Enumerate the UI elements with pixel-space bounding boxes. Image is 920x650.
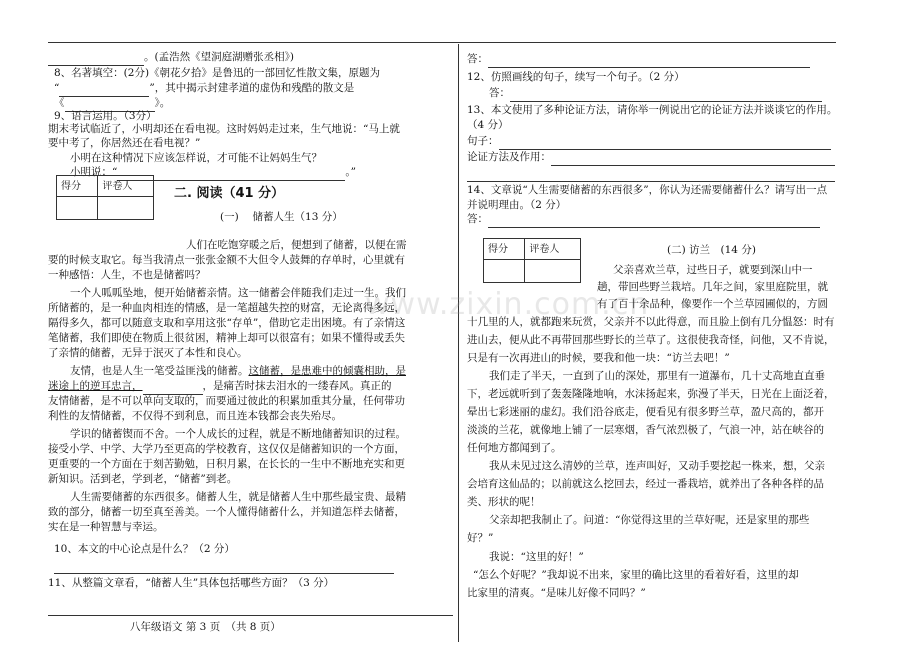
paragraph-line: 一种感悟：人生，不也是储蓄吗？ — [48, 269, 206, 281]
paragraph-line: 任何地方都闻到了。 — [467, 442, 562, 454]
paragraph-line: 有了百十余品种，像要作一个兰草园圃似的，方圆 — [597, 298, 828, 310]
paragraph-line: 利性的友情储蓄，不仅得不到利息，而且连本钱都会丧失殆尽。 — [48, 410, 342, 422]
method-answer: 论证方法及作用： — [467, 150, 835, 166]
underlined-sentence: 迷途上的逆耳忠言， — [48, 380, 143, 392]
paragraph-line: 接受小学、中学、大学乃至更高的学校教育，这仅仅是储蓄知识的一个方面， — [48, 443, 405, 455]
section-title: 二. 阅读（41 分） — [174, 186, 285, 201]
question-14: 14、文章说“人生需要储蓄的东西很多”，你认为还需要储蓄什么？请写出一点 — [467, 184, 828, 196]
paragraph-line: 趟，带回些野兰栽培。几年之间，家里庭院里，就 — [597, 281, 828, 293]
question-12: 12、仿照画线的句子，续写一个句子。（2 分） — [467, 71, 685, 83]
score-box — [483, 238, 581, 283]
grader-cell[interactable] — [525, 260, 581, 283]
paragraph-line: 我们走了半天，一直到了山的深处，那里有一道瀑布，几十丈高地直直垂 — [489, 370, 825, 382]
question-9-prompt: 小明在这种情况下应该怎样说，才可能不让妈妈生气？ — [70, 152, 322, 164]
paragraph-line: 下，老远就听到了轰轰隆隆地响，水沫扬起来，弥漫了半天，日光在上面泛着， — [467, 388, 835, 400]
answer-blank[interactable] — [488, 227, 820, 228]
question-11: 11、从整篇文章看，“储蓄人生”具体包括哪些方面？（3 分） — [48, 577, 335, 589]
right-column — [467, 0, 837, 650]
paragraph-line: 所储蓄的，是一种血肉相连的情感，是一笔超越失控的财富，无论离得多远， — [48, 302, 405, 314]
paragraph-line: 类、形状的呢！ — [467, 496, 541, 508]
paragraph-line: 十几里的人，就都跑来玩赏，父亲并不以此得意，而且脸上倒有几分愠怒：时有 — [467, 316, 835, 328]
paragraph-line: 一个人呱呱坠地，便开始储蓄亲情。这一储蓄会伴随我们走过一生。我们 — [70, 287, 406, 299]
paragraph-line: 致的部分，储蓄一切至真至善美。一个人懂得储蓄什么，并知道怎样去储蓄， — [48, 506, 405, 518]
paragraph-line: 友情储蓄，是不可以单向支取的，而要通过彼此的积累加重其分量，任何带功 — [48, 395, 405, 407]
paragraph-line: 友情，也是人生一笔受益匪浅的储蓄。这储蓄，是患难中的倾囊相助，是 — [70, 365, 406, 377]
paragraph-line: 晕出七彩迷丽的虚幻。我们沿谷底走，便看见有很多野兰草，盈尺高的，都开 — [467, 406, 824, 418]
passage-2-title: (二) 访兰 (14 分) — [667, 244, 756, 256]
passage-1-title: (一) 储蓄人生（13 分） — [220, 211, 343, 223]
paragraph-line: 实在是一种智慧与幸运。 — [48, 521, 164, 533]
score-cell[interactable] — [57, 197, 98, 220]
paragraph-line: 我从未见过这么清妙的兰草，连声叫好，又动手要挖起一株来，想，父亲 — [489, 460, 825, 472]
paragraph-line: 进山去，便从此不再带回那些野长的兰草了。这很使我奇怪，问他，又不肯说， — [467, 334, 835, 346]
column-divider — [458, 44, 459, 642]
paragraph-line: 迷途上的逆耳忠言， ，是痛苦时抹去泪水的一缕春风。真正的 — [48, 379, 392, 395]
poem-source-line: 。(孟浩然《望洞庭湖赠张丞相》) — [48, 50, 294, 66]
question-9-text: 期末考试临近了，小明却还在看电视。这时妈妈走过来，生气地说：“马上就 — [48, 123, 400, 135]
paragraph-line: 更重要的一个方面在于刻苦勤勉，日积月累，在长长的一生中不断地充实和更 — [48, 458, 405, 470]
question-13: 13、本文使用了多种论证方法，请你举一例说出它的论证方法并谈谈它的作用。 — [467, 104, 838, 116]
paragraph-line: 了亲情的储蓄，无异于泯灭了本性和良心。 — [48, 347, 248, 359]
paragraph-line: 笔储蓄，我们即使在物质上很贫困，精神上却可以很富有；如果不懂得或丢失 — [48, 332, 405, 344]
question-10: 10、本文的中心论点是什么？（2 分） — [54, 543, 235, 555]
grader-cell[interactable] — [98, 197, 154, 220]
sentence-answer: 句子： — [467, 134, 831, 150]
paragraph-line: 比家里的清爽。“是味儿好像不同吗？” — [467, 587, 646, 599]
answer-line: 答： — [467, 52, 810, 68]
question-9-text: 要中考了，你居然还在看电视？” — [48, 137, 201, 149]
paragraph-line: 父亲喜欢兰草，过些日子，就要到深山中一 — [613, 264, 813, 276]
grader-label: 评卷人 — [525, 239, 581, 260]
answer-line[interactable] — [48, 600, 453, 616]
question-8-line3: 《 》。 — [54, 96, 170, 112]
paragraph-line: 学识的储蓄锲而不舍。一个人成长的过程，就是不断地储蓄知识的过程。 — [70, 428, 406, 440]
score-label: 得分 — [484, 239, 525, 260]
grader-label: 评卷人 — [98, 176, 154, 197]
question-13-points: （4 分） — [467, 119, 509, 131]
paragraph-line: 隔得多久，都可以随意支取和享用这张“存单”，借助它走出困境。有了亲情这 — [48, 317, 406, 329]
paragraph-line: 淡淡的兰花，就像地上铺了一层寒烟，香气浓烈极了，气浪一冲，站在峡谷的 — [467, 424, 824, 436]
paragraph-line: 要的时候支取它。每当我清点一张张金额不大但令人鼓舞的存单时，心里就有 — [48, 254, 405, 266]
score-box — [56, 175, 154, 220]
answer-line[interactable] — [54, 558, 394, 574]
paragraph-line: 人们在吃饱穿暖之后，便想到了储蓄，以便在需 — [186, 239, 407, 251]
answer-line: 答： — [489, 86, 822, 102]
underlined-sentence: 这储蓄，是患难中的倾囊相助，是 — [248, 365, 406, 377]
paragraph-line: 会培育这仙品的；以前就这么挖回去，经过一番栽培，就养出了各种各样的品 — [467, 478, 824, 490]
question-9-answer: 小明说：“ 。” — [70, 165, 356, 181]
watermark: www.zixin.com.cn — [365, 287, 650, 322]
question-9: 9、语言运用。（3分） — [54, 110, 157, 122]
paragraph-line: 新知识。活到老，学到老，“储蓄”到老。 — [48, 473, 238, 485]
paragraph-line: 我说：“这里的好！” — [489, 551, 584, 563]
question-14-line2: 并说明理由。（2 分） — [467, 199, 567, 211]
paragraph-line: 只是有一次再进山的时候，要我和他一块：“访兰去吧！” — [467, 352, 730, 364]
score-cell[interactable] — [484, 260, 525, 283]
paragraph-line: “怎么个好呢？”我却说不出来，家里的确比这里的看着好看，这里的却 — [473, 569, 799, 581]
score-label: 得分 — [57, 176, 98, 197]
question-8-line2: “ ”，其中揭示封建孝道的虚伪和残酷的散文是 — [54, 81, 354, 97]
question-8: 8、名著填空：(2分)《朝花夕拾》是鲁迅的一部回忆性散文集，原题为 — [54, 67, 381, 79]
answer-blank[interactable] — [510, 101, 822, 102]
paragraph-line: 好？” — [467, 532, 494, 544]
paragraph-line: 父亲却把我制止了。问道：“你觉得这里的兰草好呢，还是家里的那些 — [489, 514, 810, 526]
left-column — [48, 0, 453, 650]
paragraph-line: 人生需要储蓄的东西很多。储蓄人生，就是储蓄人生中那些最宝贵、最精 — [70, 491, 406, 503]
answer-line: 答： — [467, 212, 820, 228]
answer-line[interactable] — [467, 166, 835, 182]
answer-blank[interactable] — [488, 67, 810, 68]
page-footer: 八年级语文 第 3 页 （共 8 页） — [130, 621, 281, 633]
